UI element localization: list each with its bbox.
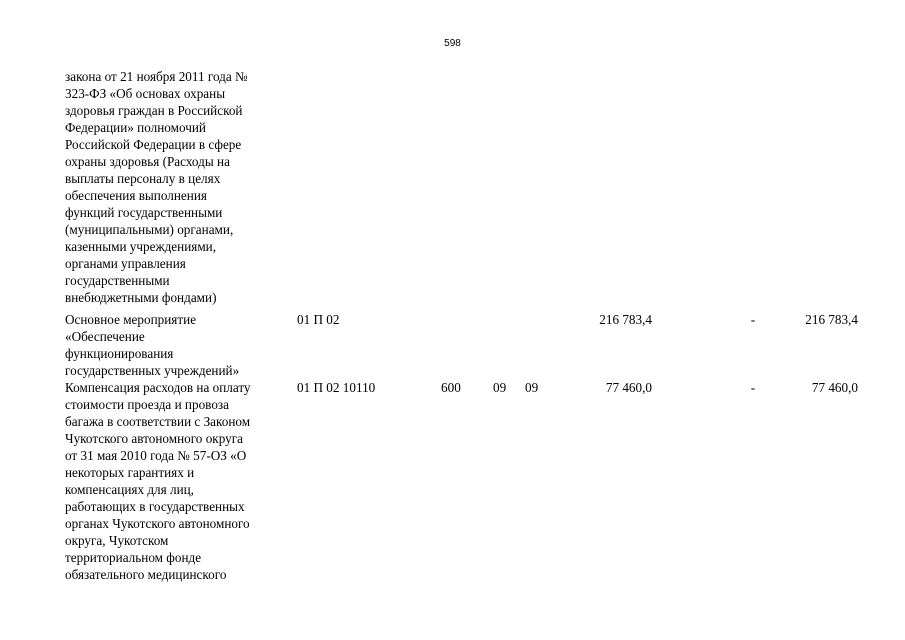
description-line: функционирования xyxy=(65,346,174,361)
total-amount: 216 783,4 xyxy=(805,312,858,327)
target-article-code: 01 П 02 10110 xyxy=(297,380,376,395)
description-line: выплаты персоналу в целях xyxy=(65,171,221,186)
description-line: Федерации» полномочий xyxy=(65,120,206,135)
approved-amount: 216 783,4 xyxy=(599,312,652,327)
expense-type-code: 600 xyxy=(441,380,461,395)
description-line: 323-ФЗ «Об основах охраны xyxy=(65,86,226,101)
description-line: работающих в государственных xyxy=(65,499,245,514)
approved-amount: 77 460,0 xyxy=(605,380,652,395)
description-line: «Обеспечение xyxy=(65,329,145,344)
row-description xyxy=(65,311,285,379)
total-amount: 77 460,0 xyxy=(811,380,858,395)
description-line: закона от 21 ноября 2011 года № xyxy=(65,69,248,84)
description-line: органах Чукотского автономного xyxy=(65,516,250,531)
description-line: Компенсация расходов на оплату xyxy=(65,380,251,395)
description-line: охраны здоровья (Расходы на xyxy=(65,154,230,169)
description-line: Российской Федерации в сфере xyxy=(65,137,242,152)
description-line: государственными xyxy=(65,273,170,288)
description-line: компенсациях для лиц, xyxy=(65,482,194,497)
description-line: государственных учреждений» xyxy=(65,363,240,378)
description-line: некоторых гарантиях и xyxy=(65,465,195,480)
description-line: обязательного медицинского xyxy=(65,567,227,582)
description-line: казенными учреждениями, xyxy=(65,239,217,254)
change-amount: - xyxy=(750,380,756,395)
description-line: внебюджетными фондами) xyxy=(65,290,217,305)
description-line: функций государственными xyxy=(65,205,223,220)
description-line: багажа в соответствии с Законом xyxy=(65,414,251,429)
description-line: округа, Чукотском xyxy=(65,533,169,548)
section-code: 09 xyxy=(493,380,507,395)
description-line: здоровья граждан в Российской xyxy=(65,103,243,118)
description-line: Чукотского автономного округа xyxy=(65,431,243,446)
change-amount: - xyxy=(750,312,756,327)
description-line: органами управления xyxy=(65,256,186,271)
description-line: обеспечения выполнения xyxy=(65,188,207,203)
subsection-code: 09 xyxy=(525,380,539,395)
target-article-code: 01 П 02 xyxy=(297,312,340,327)
description-line: (муниципальными) органами, xyxy=(65,222,234,237)
page-number: 598 xyxy=(444,38,461,49)
description-line: от 31 мая 2010 года № 57-ОЗ «О xyxy=(65,448,247,463)
row-description xyxy=(65,379,285,583)
description-line: территориальном фонде xyxy=(65,550,202,565)
description-line: Основное мероприятие xyxy=(65,312,197,327)
row-description xyxy=(65,68,285,306)
description-line: стоимости проезда и провоза xyxy=(65,397,229,412)
